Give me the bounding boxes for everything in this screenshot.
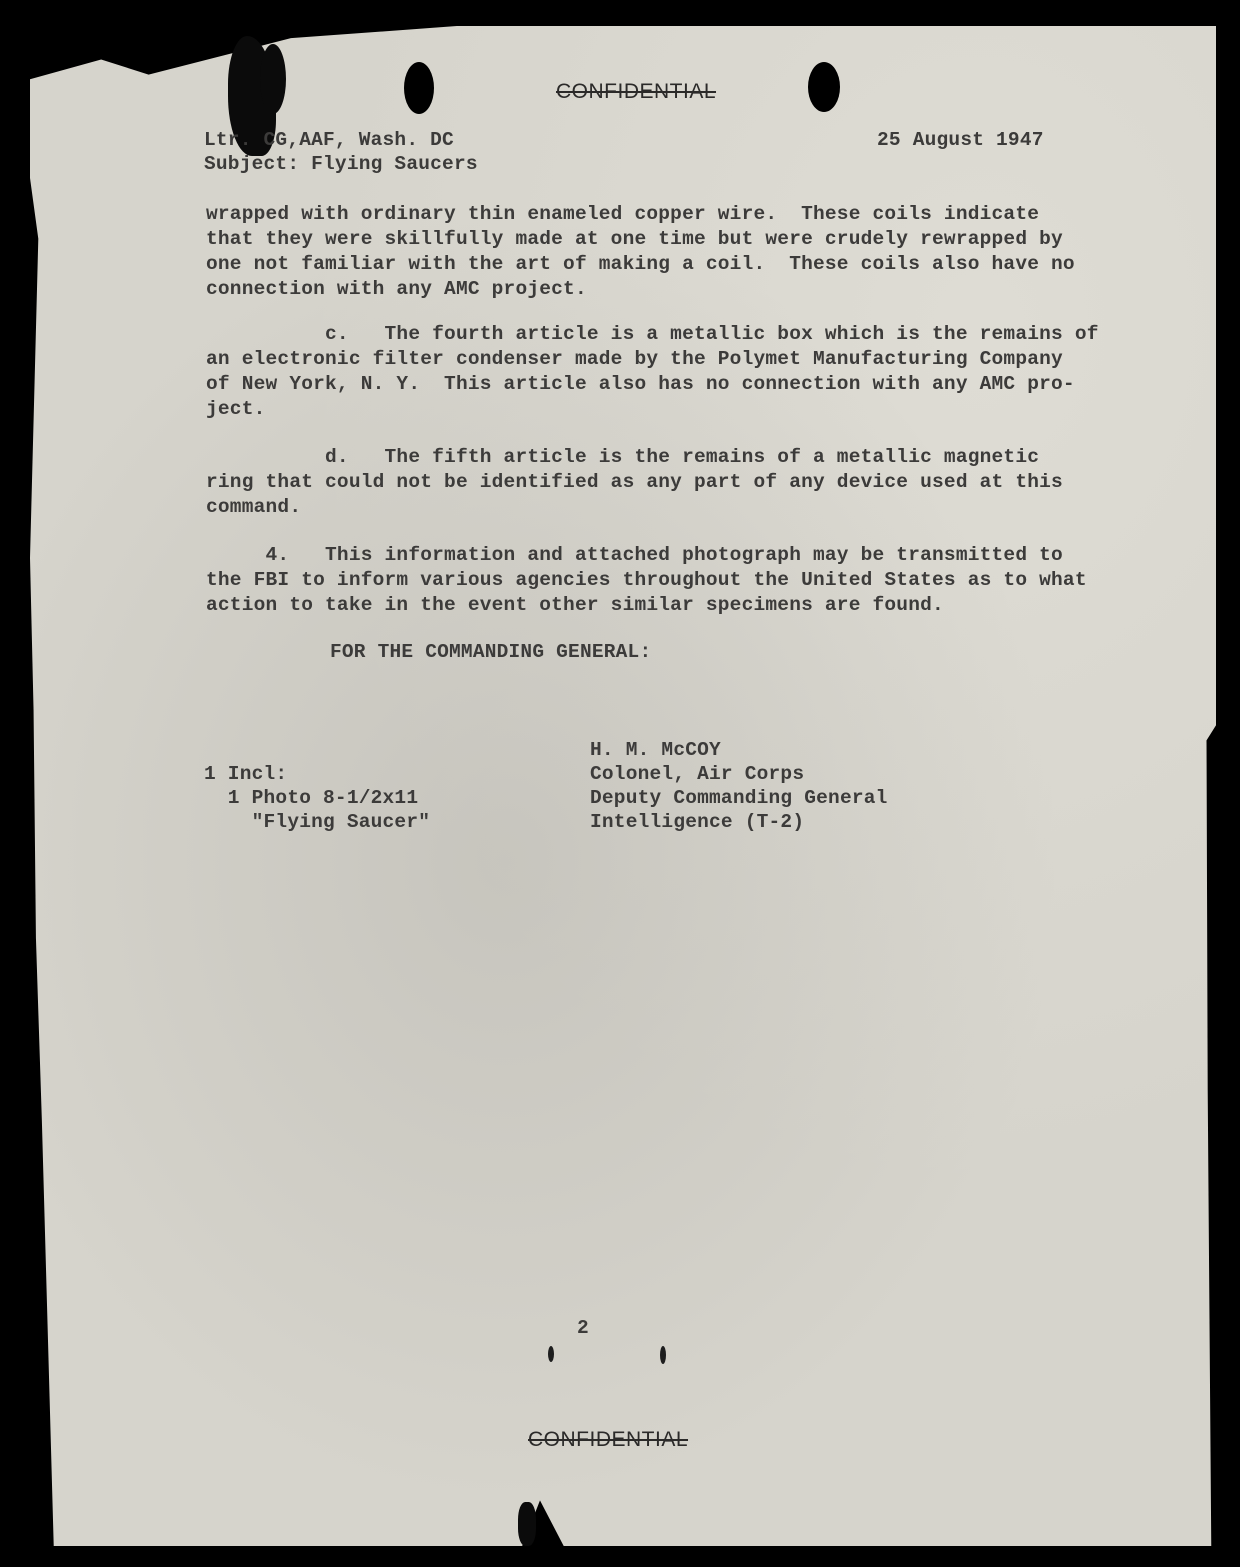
punch-hole-left — [404, 62, 434, 114]
staple-mark-left — [548, 1346, 554, 1362]
paragraph-d-line: command. — [206, 496, 302, 518]
closing-line: FOR THE COMMANDING GENERAL: — [330, 641, 652, 663]
subject-line: Subject: Flying Saucers — [204, 153, 478, 175]
paragraph-b-line: one not familiar with the art of making a coil. These coils also have no — [206, 253, 1075, 275]
document-date: 25 August 1947 — [877, 129, 1044, 151]
paragraph-c-line: c. The fourth article is a metallic box which is the remains of — [206, 323, 1099, 345]
punch-hole-right — [808, 62, 840, 112]
enclosure-label: 1 Incl: — [204, 763, 288, 785]
staple-mark-right — [660, 1346, 666, 1364]
paragraph-d-line: d. The fifth article is the remains of a metallic magnetic — [206, 446, 1040, 468]
page-number: 2 — [577, 1317, 589, 1339]
signature-rank: Colonel, Air Corps — [590, 763, 805, 785]
torn-corner-damage-2 — [260, 44, 286, 114]
letter-reference: Ltr. CG,AAF, Wash. DC — [204, 129, 454, 151]
paragraph-c-line: of New York, N. Y. This article also has no connection with any AMC pro- — [206, 373, 1075, 395]
signature-name: H. M. McCOY — [590, 739, 721, 761]
enclosure-item-title: "Flying Saucer" — [204, 811, 431, 833]
paragraph-c-line: an electronic filter condenser made by the Polymet Manufacturing Company — [206, 348, 1063, 370]
paragraph-d-line: ring that could not be identified as any part of any device used at this — [206, 471, 1063, 493]
signature-title: Deputy Commanding General — [590, 787, 888, 809]
paragraph-b-line: connection with any AMC project. — [206, 278, 587, 300]
classification-top: CONFIDENTIAL — [556, 80, 717, 103]
enclosure-item: 1 Photo 8-1/2x11 — [204, 787, 419, 809]
signature-division: Intelligence (T-2) — [590, 811, 805, 833]
paragraph-4-line: the FBI to inform various agencies throughout the United States as to what — [206, 569, 1087, 591]
paragraph-b-line: wrapped with ordinary thin enameled copper wire. These coils indicate — [206, 203, 1040, 225]
paragraph-4-line: action to take in the event other similar specimens are found. — [206, 594, 944, 616]
bottom-tear — [518, 1502, 536, 1546]
paragraph-b-line: that they were skillfully made at one time but were crudely rewrapped by — [206, 228, 1063, 250]
classification-bottom: CONFIDENTIAL — [528, 1428, 689, 1451]
paragraph-4-line: 4. This information and attached photograph may be transmitted to — [206, 544, 1063, 566]
paragraph-c-line: ject. — [206, 398, 266, 420]
